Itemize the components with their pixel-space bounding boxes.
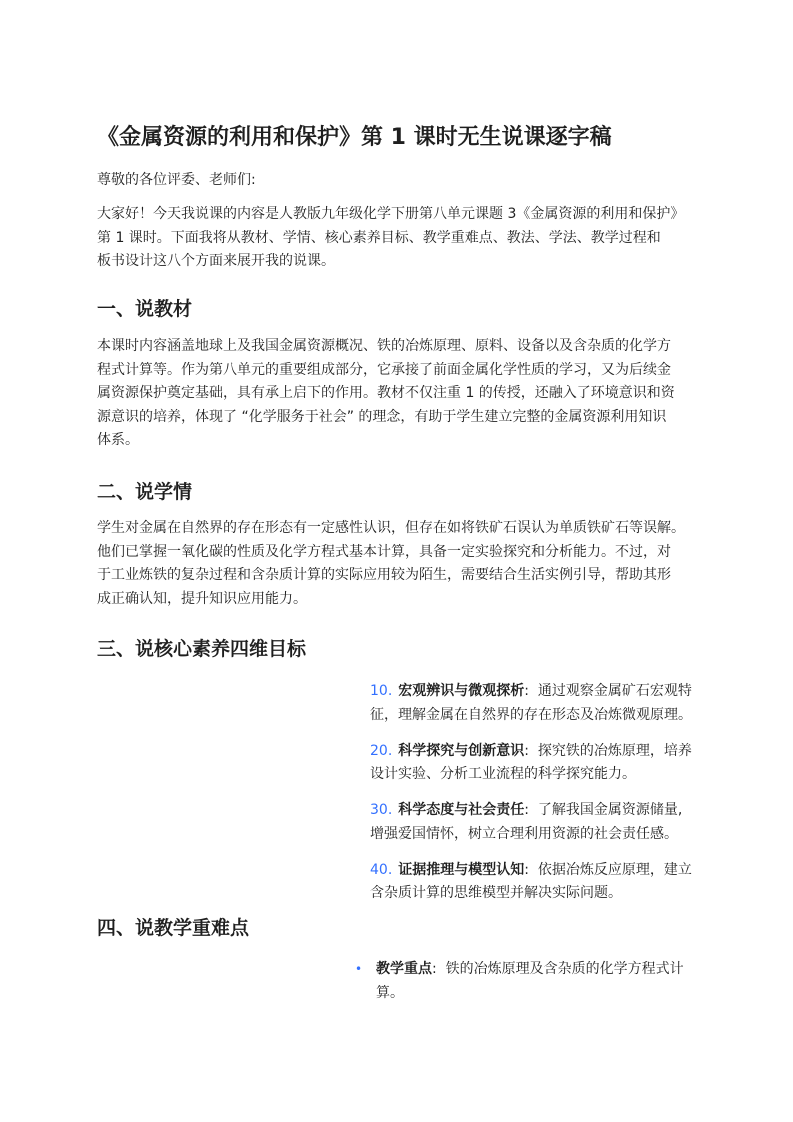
goal-text: 增强爱国情怀，树立合理利用资源的社会责任感。 xyxy=(370,825,678,842)
paragraph-line: 于工业炼铁的复杂过程和含杂质计算的实际应用较为陌生，需要结合生活实例引导，帮助其形 xyxy=(97,567,671,583)
goal-term: 科学探究与创新意识 xyxy=(398,742,525,759)
bullet-icon: • xyxy=(355,962,363,976)
section-heading-textbook: 一、说教材 xyxy=(97,298,193,320)
section-heading-students: 二、说学情 xyxy=(97,481,193,503)
paragraph-line: 学生对金属在自然界的存在形态有一定感性认识，但存在如将铁矿石误认为单质铁矿石等误解。 xyxy=(97,520,685,536)
textbook-paragraph xyxy=(97,335,715,453)
paragraph-line: 源意识的培养，体现了 “化学服务于社会” 的理念，有助于学生建立完整的金属资源利用知识 xyxy=(97,408,667,425)
goal-number: 40. xyxy=(370,861,393,878)
paragraph-line: 他们已掌握一氧化碳的性质及化学方程式基本计算，具备一定实验探究和分析能力。不过，对 xyxy=(97,543,671,560)
section-heading-key-points: 四、说教学重难点 xyxy=(97,917,250,939)
key-point-item: • 教学重点: 铁的冶炼原理及含杂质的化学方程式计 算。 xyxy=(355,958,725,1005)
intro-paragraph xyxy=(97,203,715,274)
paragraph-line: 本课时内容涵盖地球上及我国金属资源概况、铁的冶炼原理、原料、设备以及含杂质的化学方 xyxy=(97,338,671,354)
key-point-text: 铁的冶炼原理及含杂质的化学方程式计 xyxy=(445,961,684,977)
goal-text: 征，理解金属在自然界的存在形态及冶炼微观原理。 xyxy=(370,706,692,723)
goal-number: 20. xyxy=(370,742,393,759)
goal-term: 科学态度与社会责任 xyxy=(398,802,525,818)
document-title: 《金属资源的利用和保护》第 1 课时无生说课逐字稿 xyxy=(97,125,612,150)
goal-number: 30. xyxy=(370,802,393,818)
intro-line: 第 1 课时。下面我将从教材、学情、核心素养目标、教学重难点、教法、学法、教学过程和 xyxy=(97,229,661,246)
paragraph-line: 程式计算等。作为第八单元的重要组成部分，它承接了前面金属化学性质的学习，又为后续金 xyxy=(97,361,671,378)
paragraph-line: 属资源保护奠定基础，具有承上启下的作用。教材不仅注重 1 的传授，还融入了环境意识和资 xyxy=(97,385,675,401)
goal-text: 探究铁的冶炼原理，培养 xyxy=(537,742,692,759)
key-points-list xyxy=(355,958,725,1005)
goal-item: 10. 宏观辨识与微观探析: 通过观察金属矿石宏观特 征，理解金属在自然界的存在形态及冶炼微观原理。 xyxy=(355,680,725,727)
goal-text: 设计实验、分析工业流程的科学探究能力。 xyxy=(370,766,636,782)
intro-line: 大家好！今天我说课的内容是人教版九年级化学下册第八单元课题 3《金属资源的利用和保护》 xyxy=(97,206,685,222)
goal-text: 依据冶炼反应原理，建立 xyxy=(537,861,692,878)
goal-term: 宏观辨识与微观探析 xyxy=(398,683,525,699)
goal-text: 了解我国金属资源储量, xyxy=(537,802,683,818)
goal-term: 证据推理与模型认知 xyxy=(398,861,525,878)
intro-line: 板书设计这八个方面来展开我的说课。 xyxy=(97,253,335,269)
paragraph-line: 体系。 xyxy=(97,432,139,448)
section-heading-goals: 三、说核心素养四维目标 xyxy=(97,638,307,660)
goals-list xyxy=(355,680,725,918)
goal-item: 40. 证据推理与模型认知: 依据冶炼反应原理，建立 含杂质计算的思维模型并解决实际问题。 xyxy=(355,859,725,906)
students-paragraph xyxy=(97,517,715,611)
goal-item: 30. 科学态度与社会责任: 了解我国金属资源储量, 增强爱国情怀，树立合理利用资源的社会责任感。 xyxy=(355,799,725,846)
paragraph-line: 成正确认知，提升知识应用能力。 xyxy=(97,590,307,607)
key-point-text: 算。 xyxy=(376,984,404,1001)
goal-number: 10. xyxy=(370,683,393,699)
goal-text: 通过观察金属矿石宏观特 xyxy=(537,683,692,699)
goal-text: 含杂质计算的思维模型并解决实际问题。 xyxy=(370,885,622,901)
greeting: 尊敬的各位评委、老师们: xyxy=(97,172,256,188)
key-point-term: 教学重点 xyxy=(376,961,432,977)
goal-item: 20. 科学探究与创新意识: 探究铁的冶炼原理，培养 设计实验、分析工业流程的科学探究能力。 xyxy=(355,740,725,787)
